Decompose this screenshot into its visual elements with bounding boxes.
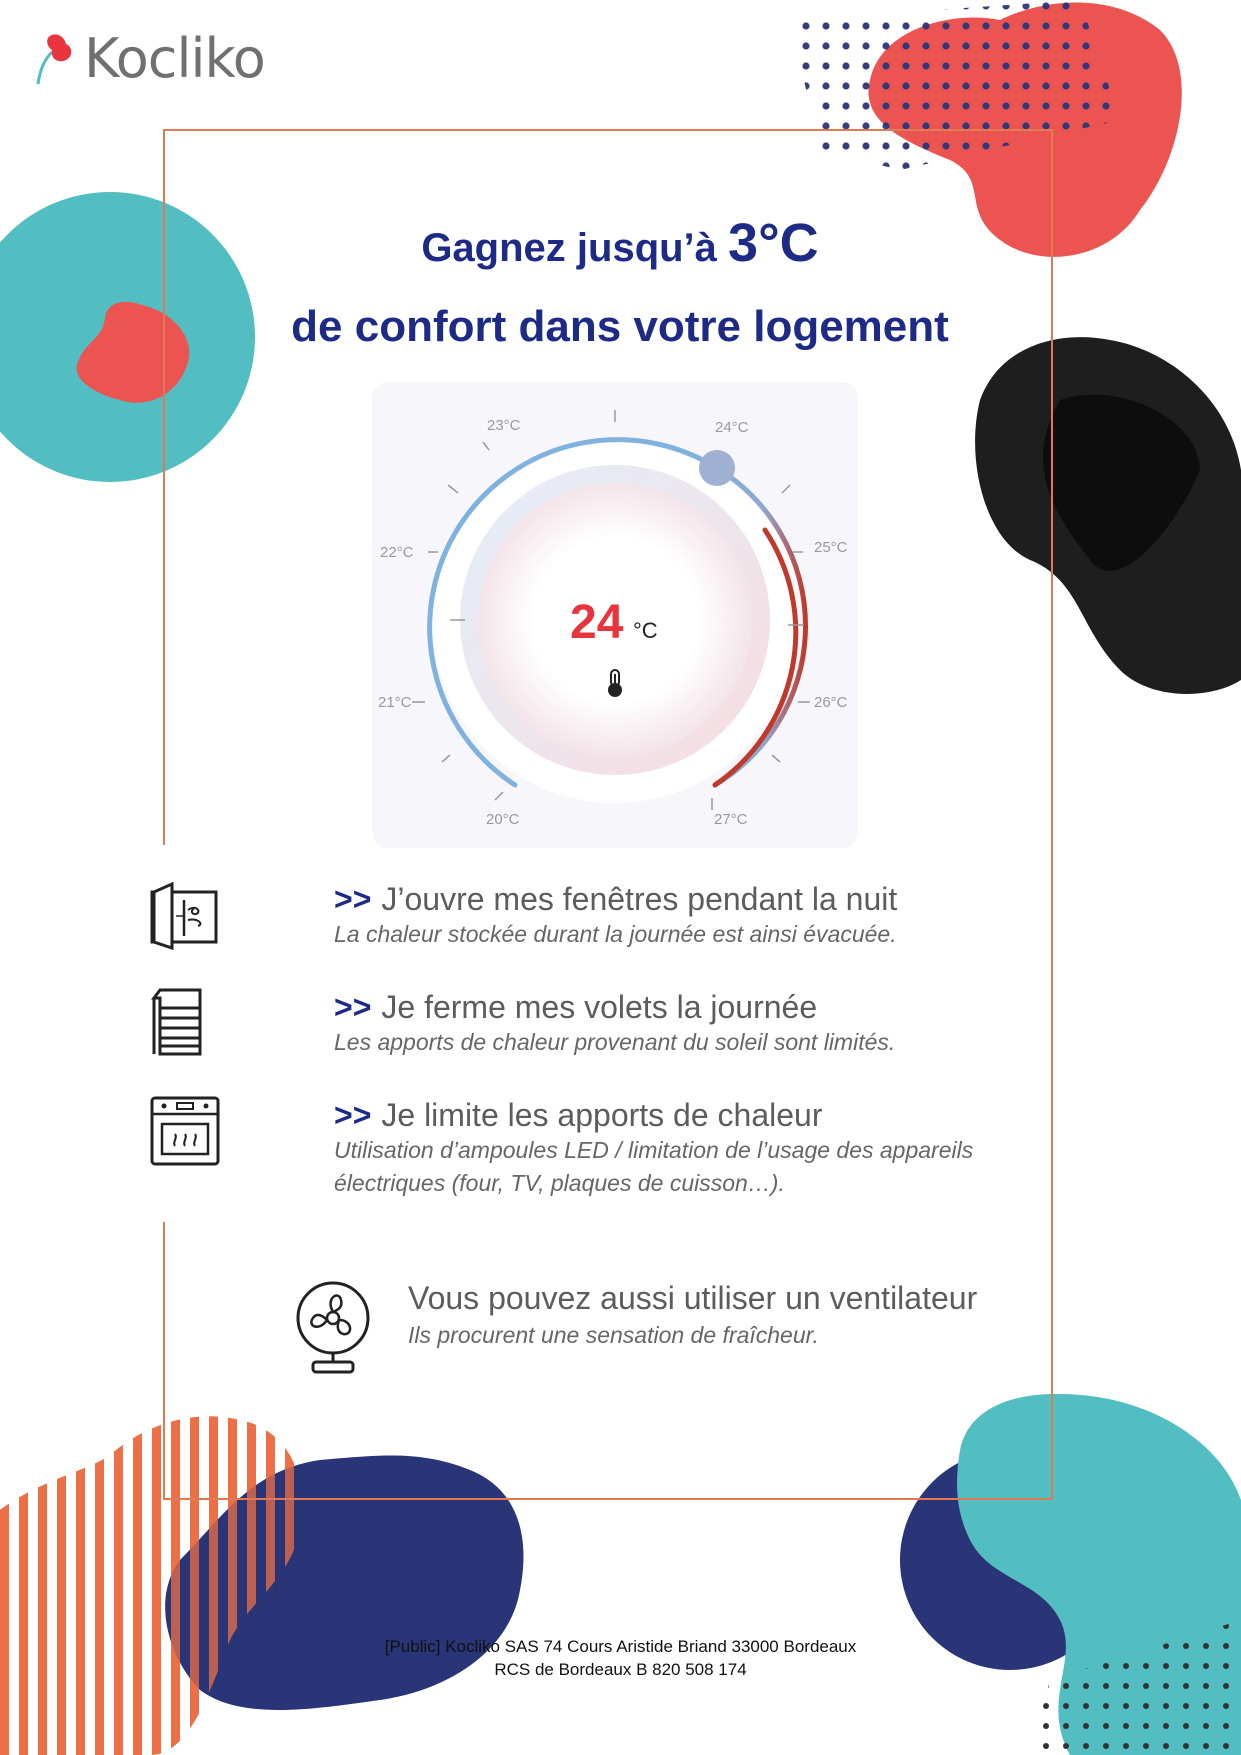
fan-icon (295, 1280, 371, 1376)
tip-text (334, 988, 1034, 1059)
frame-bottom (163, 1498, 1053, 1500)
tip-description: Les apports de chaleur provenant du soleil sont limités. (334, 1029, 896, 1055)
right-black-blob (975, 337, 1241, 694)
frame-left-upper (163, 129, 165, 845)
tip-arrows: >> (334, 989, 372, 1025)
poppy-icon (34, 30, 74, 86)
frame-top (163, 129, 1053, 131)
tip-description: La chaleur stockée durant la journée est ainsi évacuée. (334, 921, 897, 947)
tip-title (334, 880, 1034, 918)
tip-description: Utilisation d’ampoules LED / limitation de l’usage des appareils électriques (four, TV, plaques de cuisson…). (334, 1137, 974, 1196)
scale-label: 23°C (487, 417, 521, 434)
frame-left-lower (163, 1222, 165, 1500)
tip-text (334, 1096, 1034, 1200)
scale-label: 21°C (378, 694, 412, 711)
current-unit: °C (633, 618, 658, 643)
scale-label: 27°C (714, 811, 748, 828)
oven-icon (150, 1096, 220, 1166)
brand-name: Kocliko (84, 26, 265, 90)
headline-value: 3°C (728, 213, 819, 273)
tip-title-text: Je ferme mes volets la journée (381, 989, 818, 1025)
bottom-left-blobs (0, 1416, 523, 1755)
bottom-right-blobs (900, 1394, 1241, 1755)
brand-logo (34, 28, 265, 88)
footer-line-1: [Public] Kocliko SAS 74 Cours Aristide Briand 33000 Bordeaux (384, 1637, 857, 1656)
tip-title-text: Je limite les apports de chaleur (381, 1097, 823, 1133)
headline-prefix: Gagnez jusqu’à (421, 226, 717, 270)
footer-line-2: RCS de Bordeaux B 820 508 174 (494, 1660, 747, 1679)
tip-text (334, 880, 1034, 951)
tip-title-text: J’ouvre mes fenêtres pendant la nuit (381, 881, 898, 917)
footer (0, 1635, 1241, 1681)
scale-label: 24°C (715, 419, 749, 436)
tip-arrows: >> (334, 1097, 372, 1133)
thermostat-dial (370, 380, 860, 850)
dial-knob[interactable] (699, 450, 735, 486)
fan-title: Vous pouvez aussi utiliser un ventilateur (408, 1280, 978, 1316)
frame-right (1051, 129, 1053, 1500)
headline-line-1 (200, 212, 1040, 274)
headline-line-2: de confort dans votre logement (291, 302, 949, 351)
tip-arrows: >> (334, 881, 372, 917)
open-window-icon (150, 880, 220, 950)
fan-description: Ils procurent une sensation de fraîcheur. (408, 1322, 819, 1348)
scale-label: 22°C (380, 544, 414, 561)
shutter-icon (150, 988, 220, 1058)
current-temperature: 24 (570, 596, 624, 649)
scale-label: 25°C (814, 539, 848, 556)
scale-label: 26°C (814, 694, 848, 711)
tip-title (334, 1096, 1034, 1134)
scale-label: 20°C (486, 811, 520, 828)
tip-title (334, 988, 1034, 1026)
